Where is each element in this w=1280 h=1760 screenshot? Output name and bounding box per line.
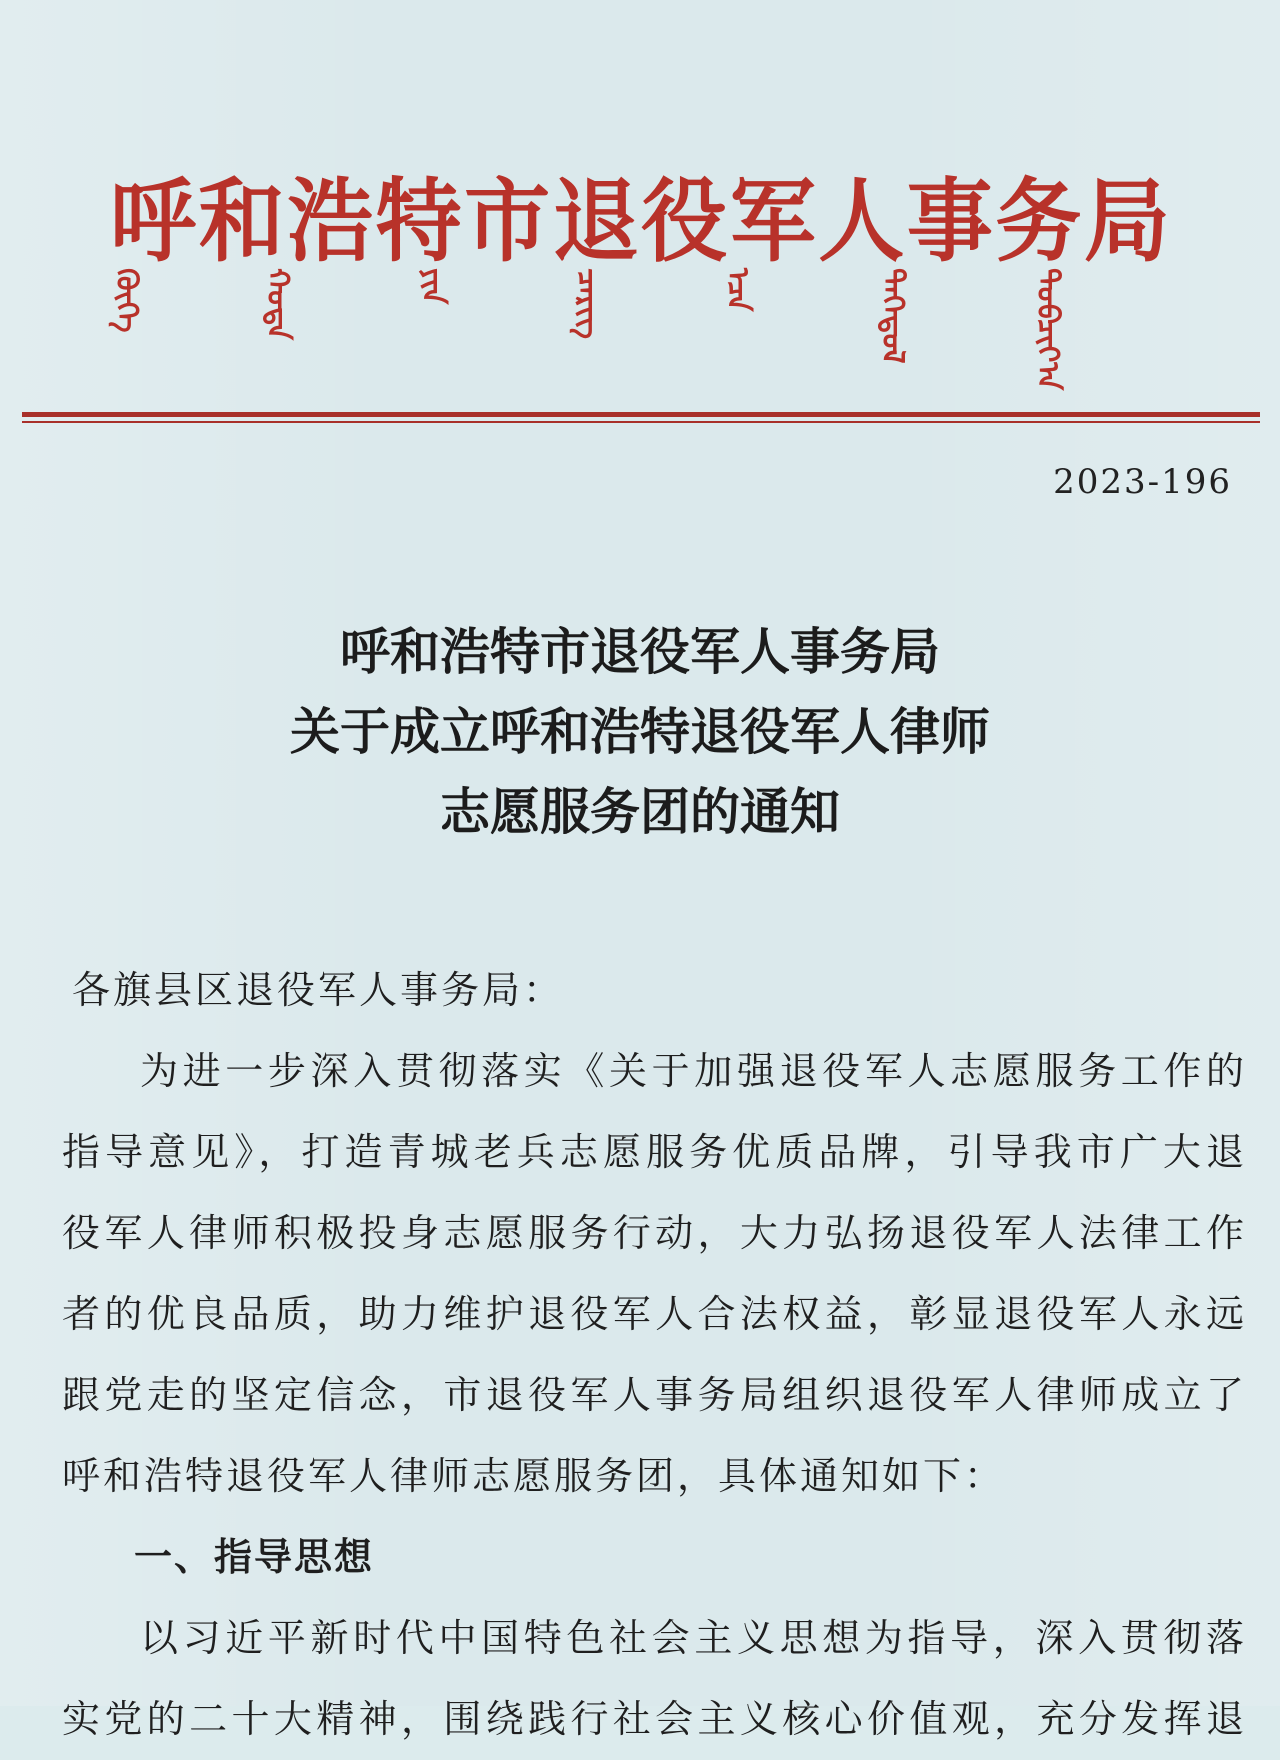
mongolian-word: ᠲᠣᠪᠴᠢᠶ᠎ᠠ (1030, 268, 1065, 391)
paragraph-line: 指导意见》，打造青城老兵志愿服务优质品牌，引导我市广大退 (62, 1130, 1247, 1174)
title-line: 关于成立呼和浩特退役军人律师 (290, 703, 990, 761)
letterhead-char: 役 (641, 169, 728, 275)
paragraph-line: 役军人律师积极投身志愿服务行动，大力弘扬退役军人法律工作 (62, 1211, 1247, 1255)
paragraph-line: 者的优良品质，助力维护退役军人合法权益，彰显退役军人永远 (62, 1292, 1247, 1336)
letterhead-char: 局 (1083, 169, 1170, 275)
letterhead-char: 呼 (110, 169, 196, 275)
letterhead-char: 市 (464, 169, 551, 275)
letterhead-char: 退 (552, 169, 639, 275)
mongolian-word: ᠬᠣᠲᠠ (260, 268, 295, 341)
title-line: 志愿服务团的通知 (440, 783, 840, 841)
document-number: 2023-196 (1053, 462, 1232, 502)
letterhead-char: 事 (906, 169, 993, 275)
letterhead-char: 浩 (287, 169, 374, 275)
document-body (62, 950, 1247, 1741)
mongolian-word: ᠬᠥᠬᠡ (109, 268, 144, 333)
mongolian-word: ᠴᠡᠷᠢᠭ (570, 268, 605, 339)
letterhead-char: 和 (198, 169, 285, 275)
salutation: 各旗县区退役军人事务局： (72, 968, 565, 1012)
mongolian-word: ᠶᠢᠨ (415, 268, 450, 305)
paragraph-line: 以习近平新时代中国特色社会主义思想为指导，深入贯彻落 (140, 1616, 1247, 1660)
title-line: 呼和浩特市退役军人事务局 (340, 623, 940, 681)
section-heading: 一、指导思想 (134, 1535, 375, 1579)
letterhead-title (110, 169, 1170, 275)
paragraph-line: 为进一步深入贯彻落实《关于加强退役军人志愿服务工作的 (140, 1049, 1247, 1093)
letterhead-rule-thin (22, 421, 1260, 423)
document-title (0, 612, 1280, 852)
letterhead-char: 军 (729, 169, 816, 275)
paragraph-line-cut: 实党的二十大精神，围绕践行社会主义核心价值观，充分发挥退 (62, 1697, 1247, 1741)
letterhead-char: 特 (375, 169, 462, 275)
bleed-through-texture (0, 500, 1280, 550)
mongolian-word: ᠡᠴᠡ (720, 268, 755, 312)
letterhead-rule (22, 412, 1260, 417)
mongolian-word: ᠲᠡᠭᠡᠳᠦᠯ (875, 268, 910, 364)
paragraph-line: 呼和浩特退役军人律师志愿服务团，具体通知如下： (62, 1454, 1006, 1498)
letterhead-mongolian (110, 268, 1190, 398)
letterhead-char: 人 (818, 169, 905, 275)
letterhead-char: 务 (995, 169, 1082, 275)
paragraph-line: 跟党走的坚定信念，市退役军人事务局组织退役军人律师成立了 (62, 1373, 1247, 1417)
